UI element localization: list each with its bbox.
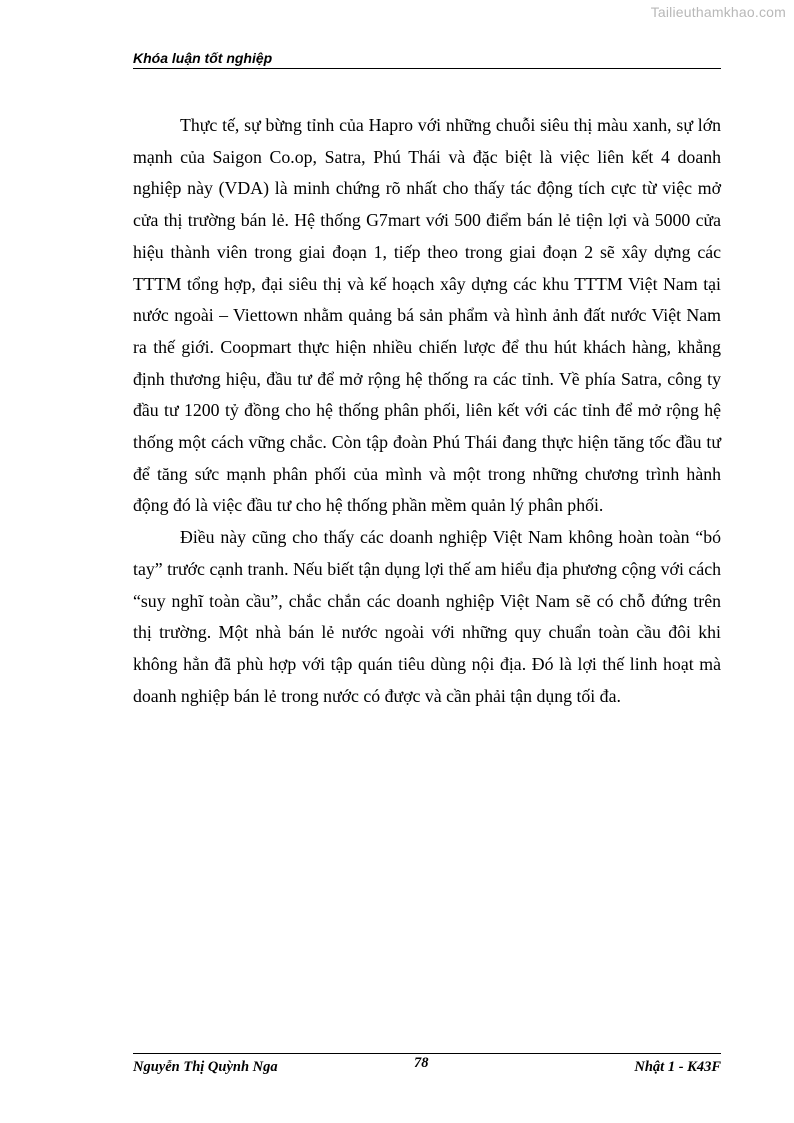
footer-class-label: Nhật 1 - K43F: [634, 1059, 721, 1075]
paragraph-2: Điều này cũng cho thấy các doanh nghiệp Việt Nam không hoàn toàn “bó tay” trước cạnh tranh. Nếu biết tận dụng lợi thế am hiểu địa phương cộng với cách “suy nghĩ toàn cầu”, chắc chắn các doanh nghiệp Việt Nam sẽ có chỗ đứng trên thị trường. Một nhà bán lẻ nước ngoài với những quy chuẩn toàn cầu đôi khi không hẳn đã phù hợp với tập quán tiêu dùng nội địa. Đó là lợi thế linh hoạt mà doanh nghiệp bán lẻ trong nước có được và cần phải tận dụng tối đa.: [133, 527, 721, 706]
page-number: 78: [414, 1055, 429, 1071]
footer-author: Nguyễn Thị Quỳnh Nga: [133, 1059, 278, 1075]
header-title: Khóa luận tốt nghiệp: [133, 50, 273, 66]
body-text: [133, 110, 721, 712]
header-divider: [133, 68, 721, 69]
paragraph-1: Thực tế, sự bừng tỉnh của Hapro với những chuỗi siêu thị màu xanh, sự lớn mạnh của Saigon Co.op, Satra, Phú Thái và đặc biệt là việc liên kết 4 doanh nghiệp này (VDA) là minh chứng rõ nhất cho thấy tác động tích cực từ việc mở cửa thị trường bán lẻ. Hệ thống G7mart với 500 điểm bán lẻ tiện lợi và 5000 cửa hiệu thành viên trong giai đoạn 1, tiếp theo trong giai đoạn 2 sẽ xây dựng các TTTM tổng hợp, đại siêu thị và kế hoạch xây dựng các khu TTTM Việt Nam tại nước ngoài – Viettown nhằm quảng bá sản phẩm và hình ảnh đất nước Việt Nam ra thế giới. Coopmart thực hiện nhiều chiến lược để thu hút khách hàng, khẳng định thương hiệu, đầu tư để mở rộng hệ thống ra các tỉnh. Về phía Satra, công ty đầu tư 1200 tỷ đồng cho hệ thống phân phối, liên kết với các tỉnh để mở rộng hệ thống một cách vững chắc. Còn tập đoàn Phú Thái đang thực hiện tăng tốc đầu tư để tăng sức mạnh phân phối của mình và một trong những chương trình hành động đó là việc đầu tư cho hệ thống phần mềm quản lý phân phối.: [133, 115, 721, 516]
footer-divider: [133, 1053, 721, 1054]
watermark-text: Tailieuthamkhao.com: [650, 4, 786, 20]
